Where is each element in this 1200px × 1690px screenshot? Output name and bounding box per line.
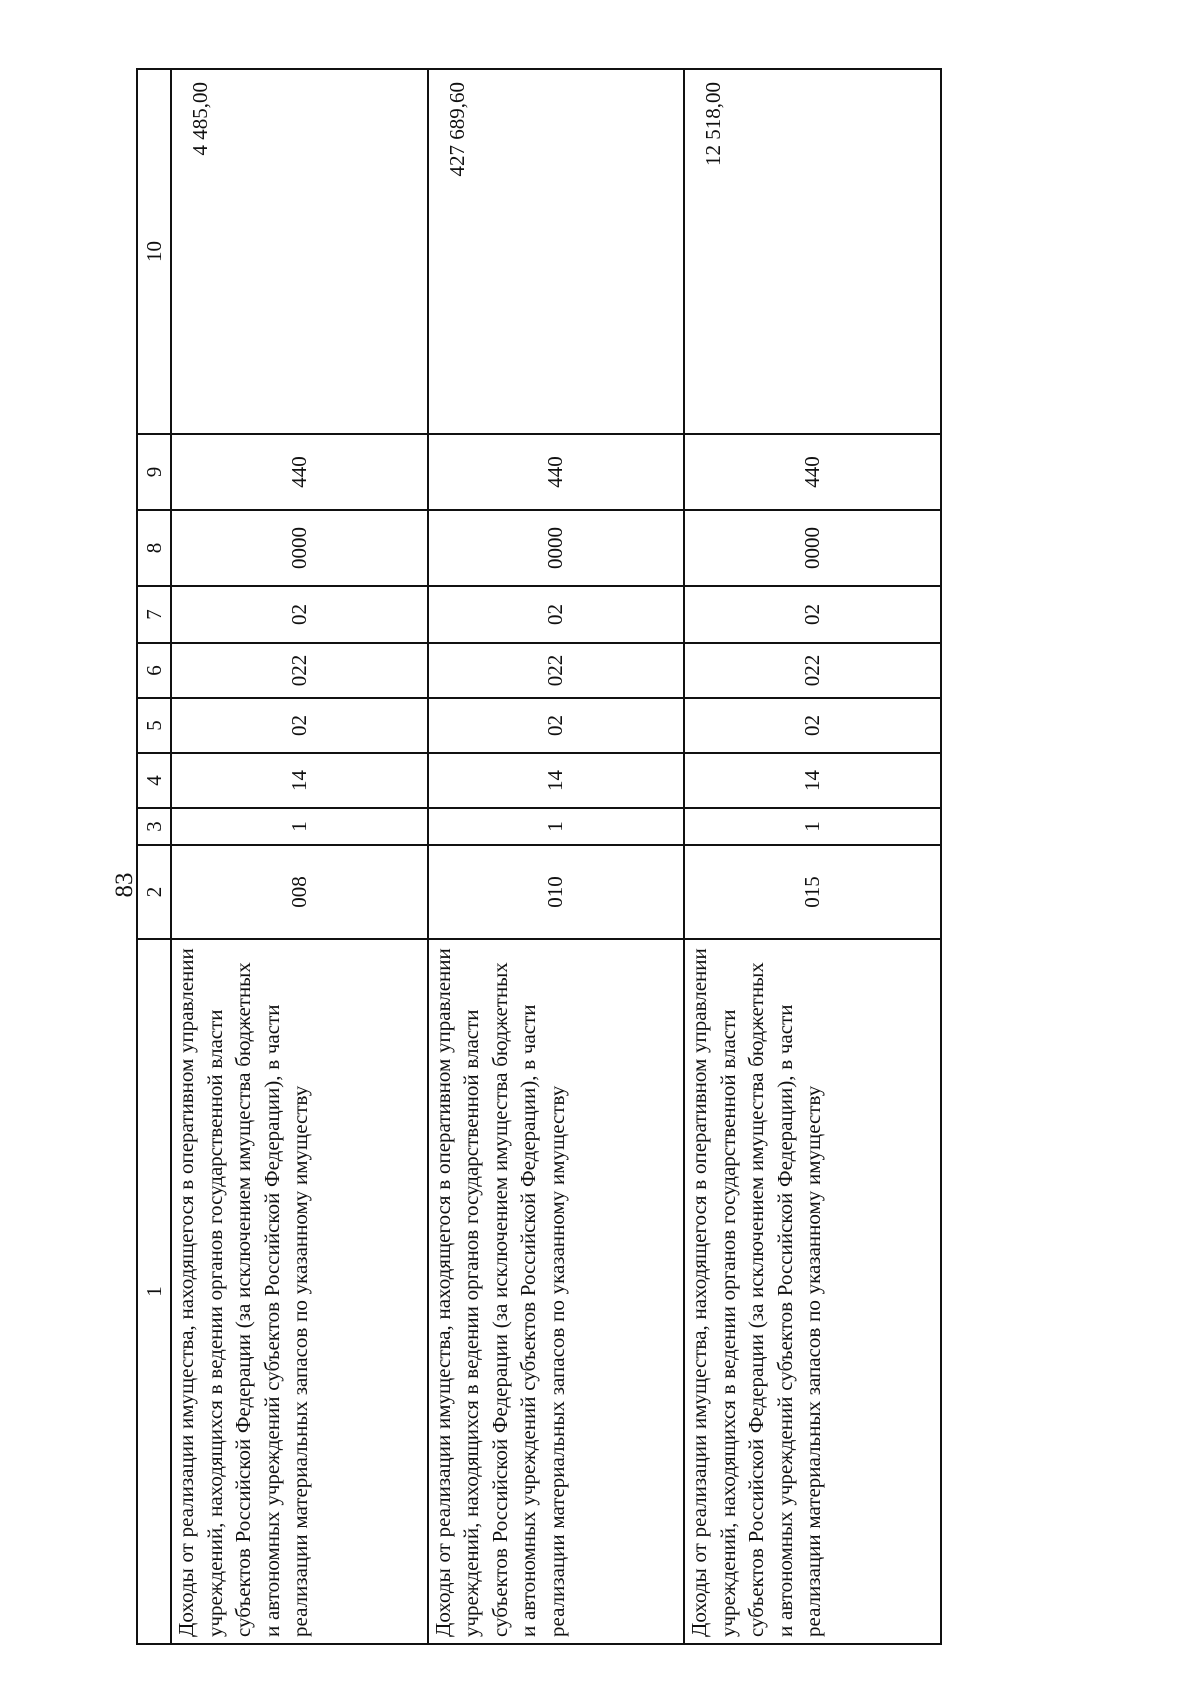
code-subgroup: 14 xyxy=(428,753,685,808)
income-description: Доходы от реализации имущества, находящегося в оперативном управлении учреждений, находящихся в ведении органов государственной власти субъектов Российской Федерации (за исключением имущества бюджетных и автономных учреждений субъектов Российской Федерации), в части реализации материальных запасов по указанному имуществу xyxy=(684,939,941,1644)
code-subgroup: 14 xyxy=(171,753,428,808)
column-header-3: 3 xyxy=(137,808,171,845)
code-group: 1 xyxy=(684,808,941,845)
column-header-4: 4 xyxy=(137,753,171,808)
code-classification: 440 xyxy=(428,434,685,510)
table-row xyxy=(428,69,685,1644)
code-article: 02 xyxy=(428,698,685,753)
column-header-7: 7 xyxy=(137,586,171,643)
code-program: 0000 xyxy=(171,510,428,586)
column-header-8: 8 xyxy=(137,510,171,586)
code-subarticle: 022 xyxy=(428,643,685,698)
code-classification: 440 xyxy=(684,434,941,510)
column-header-1: 1 xyxy=(137,939,171,1644)
admin-code: 008 xyxy=(171,845,428,939)
code-group: 1 xyxy=(428,808,685,845)
rotated-table-container xyxy=(136,70,942,1645)
table-row xyxy=(171,69,428,1644)
code-article: 02 xyxy=(684,698,941,753)
column-header-9: 9 xyxy=(137,434,171,510)
code-article: 02 xyxy=(171,698,428,753)
code-element: 02 xyxy=(684,586,941,643)
column-header-6: 6 xyxy=(137,643,171,698)
income-description: Доходы от реализации имущества, находящегося в оперативном управлении учреждений, находящихся в ведении органов государственной власти субъектов Российской Федерации (за исключением имущества бюджетных и автономных учреждений субъектов Российской Федерации), в части реализации материальных запасов по указанному имуществу xyxy=(171,939,428,1644)
amount: 427 689,60 xyxy=(428,69,685,434)
code-element: 02 xyxy=(428,586,685,643)
code-subarticle: 022 xyxy=(684,643,941,698)
page-number: 83 xyxy=(111,872,138,898)
budget-income-table xyxy=(136,68,942,1645)
column-header-2: 2 xyxy=(137,845,171,939)
column-header-10: 10 xyxy=(137,69,171,434)
code-element: 02 xyxy=(171,586,428,643)
admin-code: 010 xyxy=(428,845,685,939)
code-classification: 440 xyxy=(171,434,428,510)
code-program: 0000 xyxy=(684,510,941,586)
table-row xyxy=(684,69,941,1644)
code-group: 1 xyxy=(171,808,428,845)
amount: 4 485,00 xyxy=(171,69,428,434)
amount: 12 518,00 xyxy=(684,69,941,434)
code-subgroup: 14 xyxy=(684,753,941,808)
code-program: 0000 xyxy=(428,510,685,586)
header-row xyxy=(137,69,171,1644)
code-subarticle: 022 xyxy=(171,643,428,698)
income-description: Доходы от реализации имущества, находящегося в оперативном управлении учреждений, находящихся в ведении органов государственной власти субъектов Российской Федерации (за исключением имущества бюджетных и автономных учреждений субъектов Российской Федерации), в части реализации материальных запасов по указанному имуществу xyxy=(428,939,685,1644)
admin-code: 015 xyxy=(684,845,941,939)
column-header-5: 5 xyxy=(137,698,171,753)
